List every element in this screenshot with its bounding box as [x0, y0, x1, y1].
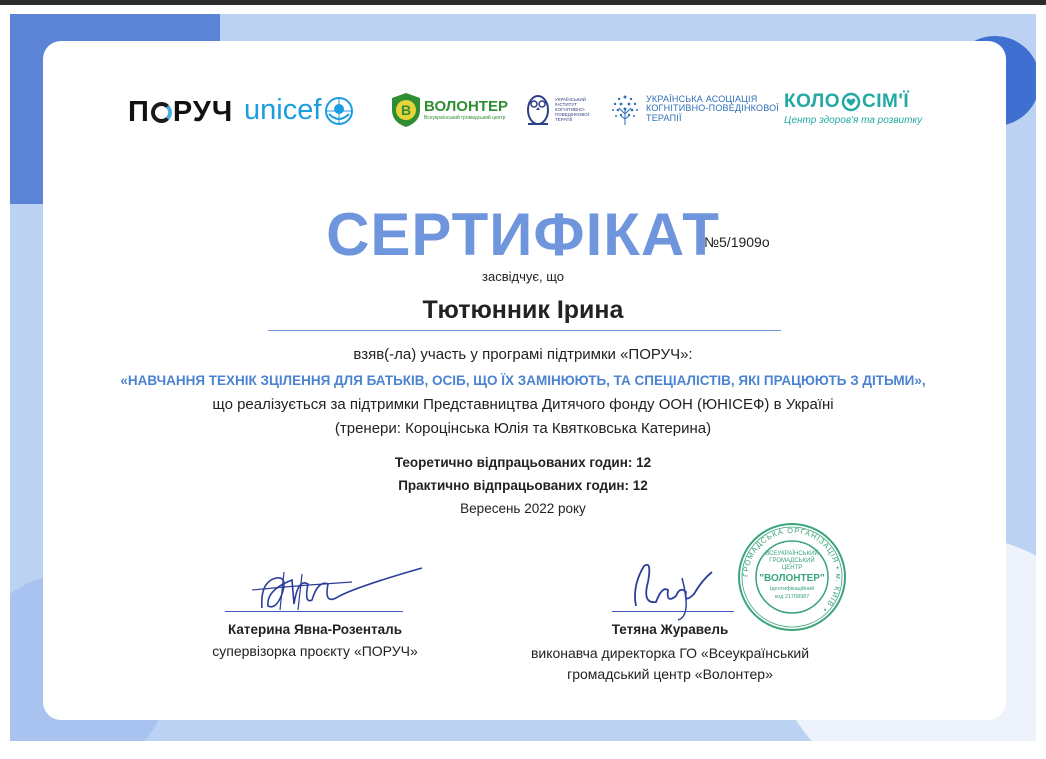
top-bar	[0, 0, 1046, 5]
stamp-name: "ВОЛОНТЕР"	[759, 573, 825, 584]
trainers-text: (тренери: Короцінська Юлія та Квятковська Катерина)	[334, 420, 712, 437]
stamp-line4: Ідентифікаційний	[769, 586, 815, 592]
certificate-title: СЕРТИФІКАТ	[326, 201, 720, 268]
volonter-stamp	[736, 521, 848, 633]
poruch-logo	[128, 96, 233, 129]
right-signatory-role-line2: громадський центр «Волонтер»	[567, 666, 773, 682]
institute-owl-logo	[524, 90, 595, 128]
certificate-number: №5/1909о	[704, 234, 770, 250]
right-signature	[622, 556, 732, 622]
kolo-logo-right: СІМ'Ї	[862, 91, 910, 112]
poruch-logo-letter: П	[128, 96, 150, 128]
support-text: що реалізується за підтримки Представництва Дитячого фонду ООН (ЮНІСЕФ) в Україні	[212, 396, 834, 413]
right-signatory-name: Тетяна Журавель	[611, 622, 729, 637]
unicef-globe-icon	[324, 96, 354, 126]
left-signatory-role: супервізорка проєкту «ПОРУЧ»	[212, 643, 418, 659]
right-signatory-role-line1: виконавча директорка ГО «Всеукраїнський	[530, 645, 810, 661]
institute-owl-logo-text: УКРАЇНСЬКИЙ ІНСТИТУТ КОГНІТИВНО-ПОВЕДІНКОВОЇ ТЕРАПІЇ	[555, 96, 589, 122]
theory-hours: Теоретично відпрацьованих годин: 12	[394, 455, 652, 470]
poruch-ring-icon	[151, 102, 172, 123]
unicef-logo	[244, 94, 354, 127]
svg-text:B: B	[400, 102, 412, 118]
stamp-ring-text: ГРОМАДСЬКА ОРГАНІЗАЦІЯ • м. КИЇВ •	[740, 525, 844, 615]
right-signatory-role	[520, 643, 820, 685]
volonter-shield-icon	[390, 92, 422, 128]
volonter-logo	[390, 92, 508, 128]
stamp-line1: ВСЕУКРАЇНСЬКИЙ	[765, 551, 819, 557]
heart-ring-icon	[841, 92, 861, 112]
kolo-logo-left: КОЛО	[784, 91, 841, 112]
certifies-text: засвідчує, що	[482, 269, 564, 284]
left-signatory-name: Катерина Явна-Розенталь	[227, 622, 403, 637]
uacbt-logo-line1: УКРАЇНСЬКА АСОЦІАЦІЯ	[646, 93, 758, 104]
practice-hours: Практично відпрацьованих годин: 12	[398, 478, 648, 493]
tree-icon	[608, 92, 642, 126]
program-title: «НАВЧАННЯ ТЕХНІК ЗЦІЛЕННЯ ДЛЯ БАТЬКІВ, ОСІБ, ЩО ЇХ ЗАМІНЮЮТЬ, ТА СПЕЦІАЛІСТІВ, ЯКІ ПРАЦЮЮТЬ З ДІТЬМИ»,	[120, 373, 926, 388]
left-signature-line	[225, 611, 403, 612]
poruch-logo-text: РУЧ	[172, 96, 234, 128]
right-signature-line	[612, 611, 734, 612]
stamp-line2: ГРОМАДСЬКИЙ	[769, 558, 815, 564]
uacbt-logo	[608, 92, 779, 126]
uacbt-logo-line2: КОГНІТИВНО-ПОВЕДІНКОВОЇ	[646, 103, 779, 114]
owl-icon	[524, 90, 552, 128]
volonter-logo-name: ВОЛОНТЕР	[424, 98, 508, 115]
kolo-simi-logo	[784, 91, 922, 126]
stamp-code: код 21708987	[774, 594, 810, 600]
participation-text: взяв(-ла) участь у програмі підтримки «ПОРУЧ»:	[353, 346, 693, 363]
stamp-line3: ЦЕНТР	[781, 565, 803, 571]
uacbt-logo-line3: ТЕРАПІЇ	[646, 112, 682, 123]
unicef-logo-text: unicef	[244, 94, 322, 126]
recipient-underline	[268, 330, 781, 331]
certificate-date: Вересень 2022 року	[460, 501, 586, 516]
kolo-logo-sub: Центр здоров'я та розвитку	[784, 115, 923, 126]
recipient-name: Тютюнник Ірина	[422, 296, 624, 324]
partner-logos	[0, 88, 1046, 138]
volonter-logo-sub: Всеукраїнський громадський центр	[424, 115, 506, 121]
